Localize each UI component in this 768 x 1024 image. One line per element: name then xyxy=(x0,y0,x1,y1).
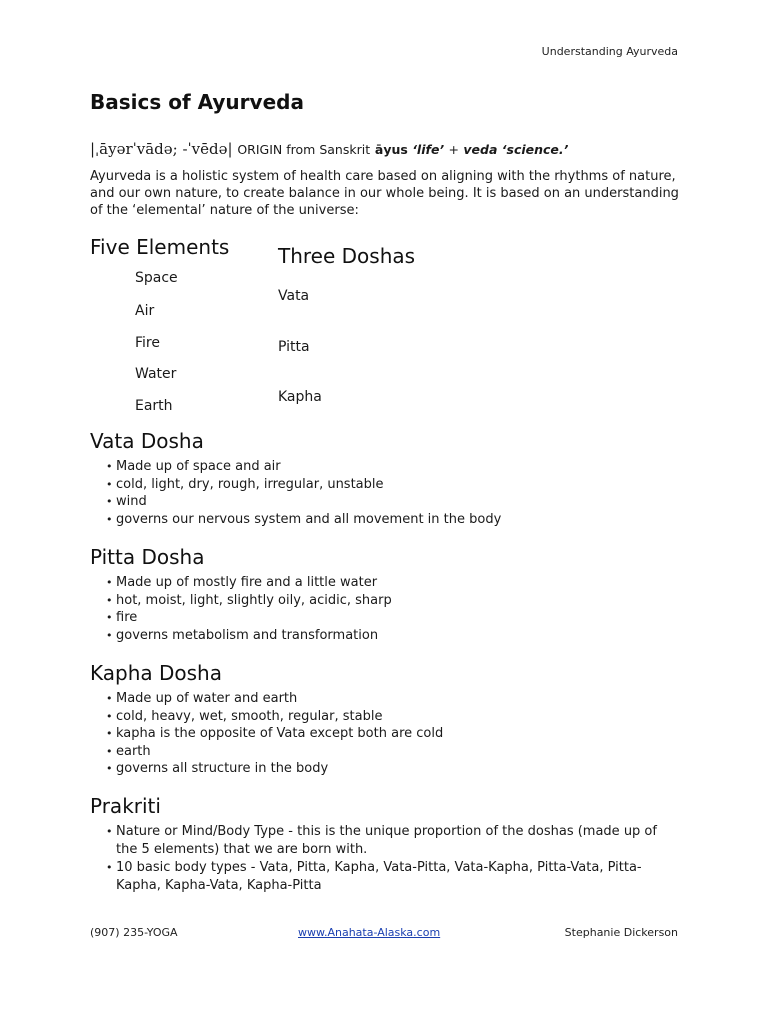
dosha-item: Vata xyxy=(278,288,310,304)
page-title: Basics of Ayurveda xyxy=(90,90,304,114)
dosha-item: Pitta xyxy=(278,339,310,355)
vata-section xyxy=(90,428,501,528)
pitta-bullet-list xyxy=(90,574,392,644)
etymology-gloss-2: ‘science.’ xyxy=(501,142,569,157)
list-item: • kapha is the opposite of Vata except both are cold xyxy=(116,725,443,743)
kapha-heading: Kapha Dosha xyxy=(90,661,222,685)
five-elements-heading: Five Elements xyxy=(90,235,230,259)
etymology-word-1: āyus xyxy=(374,142,408,157)
prakriti-heading: Prakriti xyxy=(90,794,161,818)
element-item: Air xyxy=(135,303,155,319)
origin-label: ORIGIN from Sanskrit xyxy=(237,142,371,157)
list-item: • Made up of space and air xyxy=(116,458,501,476)
list-item: • Made up of water and earth xyxy=(116,690,443,708)
vata-heading: Vata Dosha xyxy=(90,429,204,453)
footer-author: Stephanie Dickerson xyxy=(564,926,678,939)
list-item: • governs all structure in the body xyxy=(116,760,443,778)
phonetic-spelling: |ˌāyərˈvādə; -ˈvēdə| xyxy=(90,140,233,158)
list-item: • governs metabolism and transformation xyxy=(116,627,392,645)
intro-paragraph: Ayurveda is a holistic system of health care based on aligning with the rhythms of nature, and our own nature, to create balance in our whole being. It is based on an understanding of the ‘elemental’ nature of the universe: xyxy=(90,169,679,218)
list-item: • Made up of mostly fire and a little water xyxy=(116,574,392,592)
list-item: • Nature or Mind/Body Type - this is the unique proportion of the doshas (made up of the 5 elements) that we are born with. xyxy=(116,823,661,859)
etymology xyxy=(375,142,569,157)
element-item: Space xyxy=(135,270,178,286)
footer-website-link[interactable]: www.Anahata-Alaska.com xyxy=(298,926,441,939)
list-item: • earth xyxy=(116,743,443,761)
running-header: Understanding Ayurveda xyxy=(541,45,678,58)
list-item: • wind xyxy=(116,493,501,511)
prakriti-bullet-list xyxy=(90,823,661,895)
element-item: Fire xyxy=(135,335,160,351)
list-item: • governs our nervous system and all movement in the body xyxy=(116,511,501,529)
three-doshas-heading: Three Doshas xyxy=(278,244,416,268)
etymology-gloss-1: ‘life’ xyxy=(412,142,445,157)
vata-bullet-list xyxy=(90,458,501,528)
footer-phone: (907) 235-YOGA xyxy=(90,926,178,939)
list-item: • 10 basic body types - Vata, Pitta, Kapha, Vata-Pitta, Vata-Kapha, Pitta-Vata, Pitta-Kapha, Kapha-Vata, Kapha-Pitta xyxy=(116,859,661,895)
pronunciation-line xyxy=(90,140,568,158)
list-item: • cold, heavy, wet, smooth, regular, stable xyxy=(116,708,443,726)
element-item: Water xyxy=(135,366,177,382)
prakriti-section xyxy=(90,793,661,895)
kapha-bullet-list xyxy=(90,690,443,778)
etymology-plus: + xyxy=(448,142,460,157)
pitta-section xyxy=(90,544,392,644)
element-item: Earth xyxy=(135,398,173,414)
list-item: • cold, light, dry, rough, irregular, unstable xyxy=(116,476,501,494)
kapha-section xyxy=(90,660,443,778)
dosha-item: Kapha xyxy=(278,389,322,405)
list-item: • hot, moist, light, slightly oily, acidic, sharp xyxy=(116,592,392,610)
pitta-heading: Pitta Dosha xyxy=(90,545,205,569)
list-item: • fire xyxy=(116,609,392,627)
etymology-word-2: veda xyxy=(463,142,498,157)
